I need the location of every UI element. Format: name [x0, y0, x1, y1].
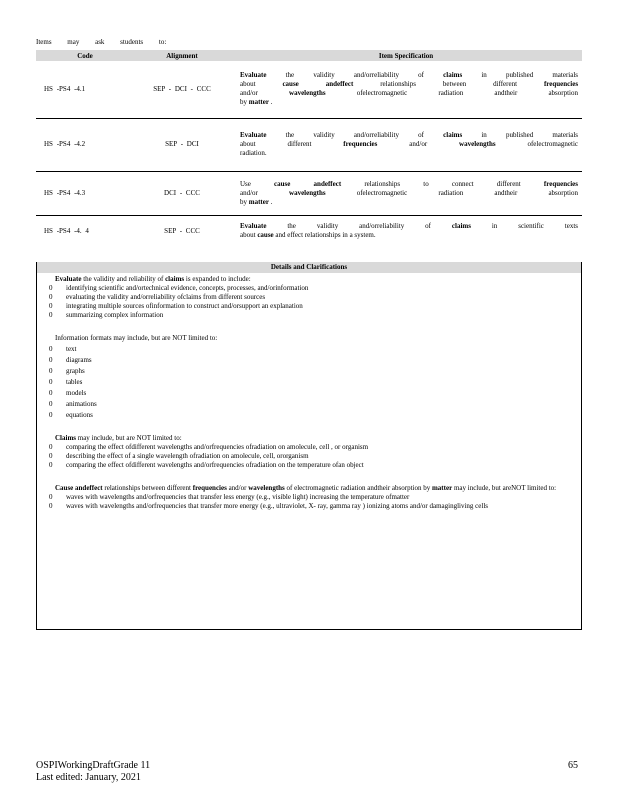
- section-lead: [43, 434, 575, 443]
- item-text: waves with wavelengths and/orfrequencies that transfer more energy (e.g., ultraviolet, X- ray, gamma ray ) ionizing atoms and/or damagingliving cells: [66, 502, 489, 510]
- code-cell: HS -PS4 -4.1: [36, 61, 134, 118]
- lead-text: Evaluate the validity and reliability of claims is expanded to include:: [55, 275, 251, 283]
- footer: [36, 760, 150, 784]
- checkbox-bullet-icon: [43, 484, 55, 493]
- spec-line: by matter .: [240, 197, 273, 206]
- spec-line: about cause andeffect relationships between different frequencies: [240, 80, 579, 89]
- list-item: [43, 378, 575, 387]
- spec-line: by matter .: [240, 98, 273, 107]
- table-row: [36, 118, 582, 171]
- list-item: [43, 356, 575, 365]
- spec-line: Evaluate the validity and/orreliability of claims in scientific texts: [240, 222, 579, 231]
- circle-bullet-icon: 0: [49, 443, 53, 451]
- item-text: comparing the effect ofdifferent wavelengths and/orfrequencies ofradiation on amolecule, cell , or organism: [66, 443, 369, 451]
- item-text: integrating multiple sources ofinformation to construct and/orsupport an explanation: [66, 302, 303, 310]
- spec-cell: [230, 171, 582, 215]
- checkbox-bullet-icon: [43, 334, 55, 343]
- list-item: [43, 452, 575, 461]
- item-text: models: [66, 389, 87, 397]
- item-text: describing the effect of a single wavelength ofradiation on amolecule, cell, ororganism: [66, 452, 309, 460]
- details-section: [43, 434, 575, 470]
- table-row: [36, 61, 582, 118]
- circle-bullet-icon: 0: [49, 378, 53, 386]
- list-item: [43, 461, 575, 470]
- table-header-row: [36, 50, 582, 61]
- code-cell: HS -PS4 -4.2: [36, 118, 134, 171]
- spec-line: about different frequencies and/or wavelengths ofelectromagnetic: [240, 140, 578, 148]
- circle-bullet-icon: 0: [49, 502, 53, 510]
- spec-cell: [230, 61, 582, 118]
- list-item: [43, 284, 575, 293]
- item-text: tables: [66, 378, 83, 386]
- alignment-cell: SEP - CCC: [164, 226, 200, 235]
- item-text: graphs: [66, 367, 85, 375]
- item-text: evaluating the validity and/orreliability ofclaims from different sources: [66, 293, 266, 301]
- spec-line: about cause and effect relationships in a system.: [240, 231, 376, 240]
- section-lead: [43, 484, 575, 493]
- circle-bullet-icon: 0: [49, 400, 53, 408]
- lead-text: Cause andeffect relationships between different frequencies and/or wavelengths of electromagnetic radiation andtheir absorption by matter may include, but areNOT limited to:: [55, 484, 557, 492]
- circle-bullet-icon: 0: [49, 452, 53, 460]
- code-cell: HS -PS4 -4. 4: [44, 226, 89, 235]
- details-section: [43, 275, 575, 320]
- page-number: 65: [568, 760, 578, 771]
- alignment-cell: DCI - CCC: [134, 171, 230, 215]
- spec-line: Use cause andeffect relationships to connect different frequencies: [240, 179, 579, 188]
- list-item: [43, 411, 575, 420]
- circle-bullet-icon: 0: [49, 284, 53, 292]
- spec-cell: [230, 118, 582, 171]
- circle-bullet-icon: 0: [49, 356, 53, 364]
- spec-cell: [230, 215, 582, 247]
- footer-last-edited: Last edited: January, 2021: [36, 772, 141, 783]
- spec-line: radiation.: [240, 149, 267, 157]
- item-text: waves with wavelengths and/orfrequencies that transfer less energy (e.g., visible light) increasing the temperature ofmatter: [66, 493, 410, 501]
- list-item: [43, 493, 575, 502]
- header-spec: Item Specification: [230, 50, 582, 61]
- list-item: [43, 502, 575, 511]
- item-text: summarizing complex information: [66, 311, 164, 319]
- item-text: comparing the effect ofdifferent wavelengths and/orfrequencies ofradiation on the temperature ofan object: [66, 461, 364, 469]
- lead-text: Information formats may include, but are NOT limited to:: [55, 334, 218, 342]
- header-alignment: Alignment: [134, 50, 230, 61]
- circle-bullet-icon: 0: [49, 493, 53, 501]
- circle-bullet-icon: 0: [49, 293, 53, 301]
- details-box: [36, 262, 582, 630]
- circle-bullet-icon: 0: [49, 411, 53, 419]
- item-text: animations: [66, 400, 97, 408]
- alignment-cell: SEP - DCI: [134, 118, 230, 171]
- section-lead: [43, 275, 575, 284]
- details-title: Details and Clarifications: [37, 262, 581, 273]
- section-lead: [43, 334, 575, 343]
- list-item: [43, 389, 575, 398]
- item-text: diagrams: [66, 356, 92, 364]
- table-row: [36, 171, 582, 215]
- checkbox-bullet-icon: [43, 434, 55, 443]
- checkbox-bullet-icon: [43, 275, 55, 284]
- spec-line: and/or wavelengths ofelectromagnetic radiation andtheir absorption: [240, 188, 578, 197]
- item-text: text: [66, 345, 77, 353]
- item-text: identifying scientific and/ortechnical evidence, concepts, processes, and/orinformation: [66, 284, 309, 292]
- list-item: [43, 293, 575, 302]
- header-code: Code: [36, 50, 134, 61]
- circle-bullet-icon: 0: [49, 389, 53, 397]
- spec-line: Evaluate the validity and/orreliability of claims in published materials: [240, 131, 579, 139]
- spec-line: and/or wavelengths ofelectromagnetic radiation andtheir absorption: [240, 89, 578, 98]
- footer-doc-title: OSPIWorkingDraftGrade 11: [36, 760, 151, 771]
- circle-bullet-icon: 0: [49, 345, 53, 353]
- spec-line: Evaluate the validity and/orreliability of claims in published materials: [240, 71, 579, 80]
- list-item: [43, 302, 575, 311]
- list-item: [43, 443, 575, 452]
- circle-bullet-icon: 0: [49, 367, 53, 375]
- list-item: [43, 345, 575, 354]
- intro-text: Items may ask students to:: [36, 38, 167, 46]
- table-row: [36, 215, 582, 247]
- circle-bullet-icon: 0: [49, 461, 53, 469]
- list-item: [43, 311, 575, 320]
- list-item: [43, 367, 575, 376]
- alignment-cell: SEP - DCI - CCC: [134, 61, 230, 118]
- list-item: [43, 400, 575, 409]
- table-body: [36, 61, 582, 247]
- circle-bullet-icon: 0: [49, 302, 53, 310]
- item-spec-table: [36, 50, 582, 247]
- details-section: [43, 484, 575, 511]
- circle-bullet-icon: 0: [49, 311, 53, 319]
- details-section: [43, 334, 575, 420]
- item-text: equations: [66, 411, 93, 419]
- lead-text: Claims may include, but are NOT limited to:: [55, 434, 182, 442]
- code-cell: HS -PS4 -4.3: [36, 171, 134, 215]
